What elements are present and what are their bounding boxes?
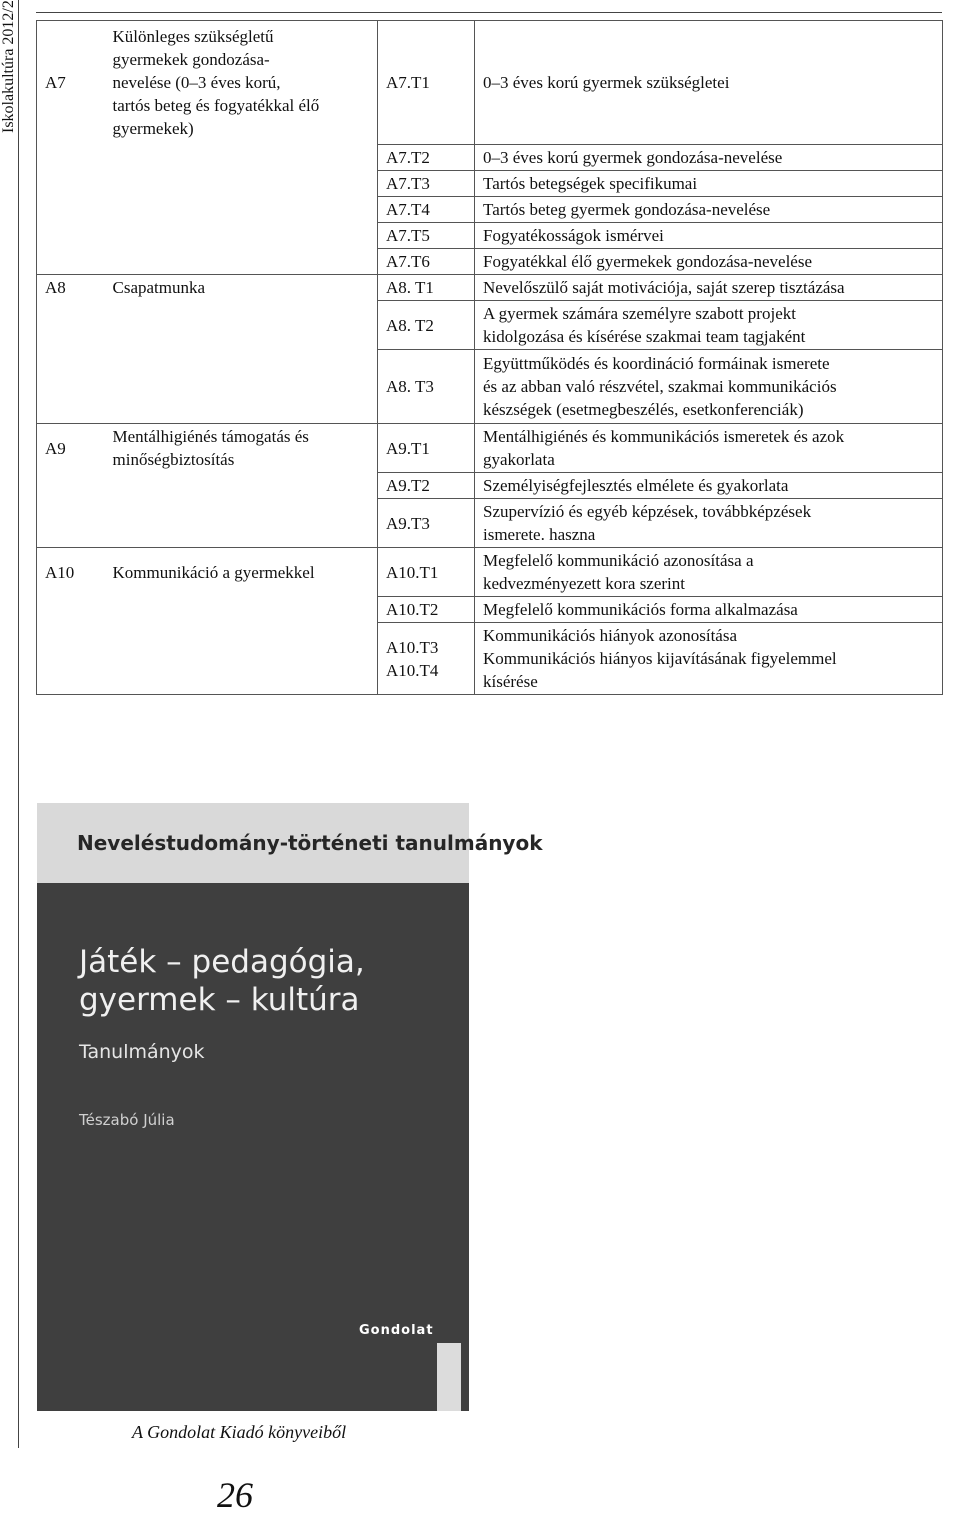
topic-title-line: kedvezményezett kora szerint bbox=[483, 574, 686, 593]
topic-code bbox=[378, 597, 475, 623]
module-code: A10 bbox=[37, 548, 105, 597]
topic-code bbox=[378, 499, 475, 548]
topic-title-line: Kommunikációs hiányos kijavításának figyelemmel bbox=[483, 649, 837, 668]
topic-code bbox=[378, 249, 475, 275]
module-name bbox=[105, 473, 378, 499]
topic-code bbox=[378, 275, 475, 301]
table-row bbox=[37, 548, 943, 597]
topic-code-line: A9.T2 bbox=[386, 476, 430, 495]
cover-series-title: Neveléstudomány-történeti tanulmányok bbox=[77, 831, 543, 855]
topic-code-line: A7.T5 bbox=[386, 226, 430, 245]
topic-title-line: Együttműködés és koordináció formáinak ismerete bbox=[483, 354, 830, 373]
module-name-line: nevelése (0–3 éves korú, bbox=[112, 73, 281, 93]
module-code bbox=[37, 145, 105, 171]
cover-subtitle: Tanulmányok bbox=[79, 1041, 205, 1063]
module-name bbox=[105, 597, 378, 623]
topic-title-line: 0–3 éves korú gyermek szükségletei bbox=[483, 73, 730, 92]
module-name-line: Mentálhigiénés támogatás és bbox=[112, 427, 309, 447]
topic-code-line: A7.T3 bbox=[386, 174, 430, 193]
topic-title-line: és az abban való részvétel, szakmai kommunikációs bbox=[483, 377, 837, 396]
topic-code bbox=[378, 424, 475, 473]
topic-title-line: Tartós beteg gyermek gondozása-nevelése bbox=[483, 200, 771, 219]
module-name bbox=[105, 21, 378, 145]
module-name bbox=[105, 301, 378, 350]
topic-title bbox=[475, 597, 943, 623]
module-name bbox=[105, 499, 378, 548]
module-name-line: gyermekek) bbox=[112, 119, 194, 139]
topic-title-line: Kommunikációs hiányok azonosítása bbox=[483, 626, 738, 645]
curriculum-table bbox=[36, 20, 943, 695]
topic-title-line: A gyermek számára személyre szabott projekt bbox=[483, 304, 796, 323]
topic-title bbox=[475, 21, 943, 145]
table-row bbox=[37, 350, 943, 424]
table-row bbox=[37, 275, 943, 301]
page-number: 26 bbox=[217, 1475, 253, 1515]
table-row bbox=[37, 223, 943, 249]
topic-title-line: kidolgozása és kísérése szakmai team tagjaként bbox=[483, 327, 806, 346]
topic-title bbox=[475, 473, 943, 499]
module-name-line: Csapatmunka bbox=[112, 278, 206, 298]
topic-code bbox=[378, 473, 475, 499]
margin-rule bbox=[18, 0, 19, 1448]
topic-code bbox=[378, 623, 475, 695]
table-row bbox=[37, 197, 943, 223]
book-cover bbox=[37, 803, 543, 1411]
module-code bbox=[37, 249, 105, 275]
table-row bbox=[37, 597, 943, 623]
running-head: Iskolakultúra 2012/2 bbox=[0, 0, 17, 133]
topic-code bbox=[378, 548, 475, 597]
module-name bbox=[105, 145, 378, 171]
module-name-line: minőségbiztosítás bbox=[112, 450, 235, 470]
table-row bbox=[37, 473, 943, 499]
topic-title bbox=[475, 223, 943, 249]
topic-code-line: A10.T2 bbox=[386, 600, 439, 619]
topic-title bbox=[475, 197, 943, 223]
module-name bbox=[105, 171, 378, 197]
cover-author: Tészabó Júlia bbox=[79, 1111, 175, 1129]
topic-title-line: gyakorlata bbox=[483, 450, 555, 469]
table-row bbox=[37, 499, 943, 548]
topic-code bbox=[378, 301, 475, 350]
topic-code-line: A9.T3 bbox=[386, 513, 430, 533]
cover-title-line: gyermek – kultúra bbox=[79, 982, 360, 1018]
topic-code bbox=[378, 197, 475, 223]
module-code bbox=[37, 597, 105, 623]
module-name bbox=[105, 249, 378, 275]
topic-title-line: Fogyatékosságok ismérvei bbox=[483, 226, 664, 245]
module-code bbox=[37, 499, 105, 548]
module-code: A9 bbox=[37, 424, 105, 473]
cover-title-line: Játék – pedagógia, bbox=[79, 944, 365, 980]
topic-title-line: Mentálhigiénés és kommunikációs ismeretek és azok bbox=[483, 427, 845, 446]
topic-title bbox=[475, 499, 943, 548]
topic-title-line: készségek (esetmegbeszélés, esetkonferenciák) bbox=[483, 400, 804, 419]
top-rule bbox=[36, 12, 942, 13]
module-code bbox=[37, 171, 105, 197]
topic-title-line: Szupervízió és egyéb képzések, továbbképzések bbox=[483, 502, 812, 521]
topic-title bbox=[475, 171, 943, 197]
table-row bbox=[37, 145, 943, 171]
topic-title bbox=[475, 275, 943, 301]
topic-code-line: A10.T4 bbox=[386, 660, 439, 680]
module-name bbox=[105, 223, 378, 249]
table-row bbox=[37, 623, 943, 695]
topic-code bbox=[378, 223, 475, 249]
topic-code-line: A7.T4 bbox=[386, 200, 430, 219]
module-code bbox=[37, 301, 105, 350]
topic-title-line: kísérése bbox=[483, 672, 538, 691]
topic-title-line: Tartós betegségek specifikumai bbox=[483, 174, 698, 193]
table-row bbox=[37, 21, 943, 145]
module-name bbox=[105, 623, 378, 695]
table-row bbox=[37, 424, 943, 473]
topic-code-line: A10.T3 bbox=[386, 637, 439, 657]
module-name-line: Kommunikáció a gyermekkel bbox=[112, 562, 315, 582]
topic-code bbox=[378, 171, 475, 197]
topic-title-line: Megfelelő kommunikáció azonosítása a bbox=[483, 551, 754, 570]
module-code bbox=[37, 623, 105, 695]
topic-code bbox=[378, 145, 475, 171]
topic-code-line: A8. T3 bbox=[386, 377, 434, 396]
topic-code-line: A9.T1 bbox=[386, 438, 430, 458]
module-code bbox=[37, 223, 105, 249]
cover-stripe bbox=[437, 1343, 461, 1411]
topic-title-line: 0–3 éves korú gyermek gondozása-nevelése bbox=[483, 148, 783, 167]
module-name-line: tartós beteg és fogyatékkal élő bbox=[112, 96, 320, 116]
topic-code-line: A8. T2 bbox=[386, 315, 434, 335]
table-row bbox=[37, 249, 943, 275]
topic-title bbox=[475, 145, 943, 171]
topic-title-line: Személyiségfejlesztés elmélete és gyakorlata bbox=[483, 476, 789, 495]
module-name-line: gyermekek gondozása- bbox=[112, 50, 270, 70]
topic-code bbox=[378, 350, 475, 424]
topic-code-line: A7.T1 bbox=[386, 73, 430, 92]
topic-title bbox=[475, 301, 943, 350]
module-name-line: Különleges szükségletű bbox=[112, 27, 274, 47]
topic-code-line: A7.T2 bbox=[386, 148, 430, 167]
topic-code-line: A7.T6 bbox=[386, 252, 430, 271]
figure-caption: A Gondolat Kiadó könyveiből bbox=[132, 1422, 347, 1442]
topic-title bbox=[475, 350, 943, 424]
topic-code bbox=[378, 21, 475, 145]
module-code: A7 bbox=[37, 21, 105, 145]
module-code: A8 bbox=[37, 275, 105, 301]
table-row bbox=[37, 301, 943, 350]
topic-title bbox=[475, 548, 943, 597]
topic-title bbox=[475, 249, 943, 275]
module-name bbox=[105, 548, 378, 597]
topic-code-line: A10.T1 bbox=[386, 562, 439, 582]
topic-title-line: Fogyatékkal élő gyermekek gondozása-nevelése bbox=[483, 252, 813, 271]
table-row bbox=[37, 171, 943, 197]
module-name bbox=[105, 350, 378, 424]
module-code bbox=[37, 473, 105, 499]
topic-title bbox=[475, 623, 943, 695]
topic-title-line: ismerete. haszna bbox=[483, 525, 596, 544]
topic-title-line: Megfelelő kommunikációs forma alkalmazása bbox=[483, 600, 798, 619]
cover-publisher-logo: Gondolat bbox=[359, 1323, 434, 1338]
topic-code-line: A8. T1 bbox=[386, 278, 434, 297]
module-name bbox=[105, 424, 378, 473]
module-code bbox=[37, 197, 105, 223]
topic-title bbox=[475, 424, 943, 473]
topic-title-line: Nevelőszülő saját motivációja, saját szerep tisztázása bbox=[483, 278, 845, 297]
module-name bbox=[105, 197, 378, 223]
module-name bbox=[105, 275, 378, 301]
cover-title bbox=[79, 943, 365, 1019]
module-code bbox=[37, 350, 105, 424]
